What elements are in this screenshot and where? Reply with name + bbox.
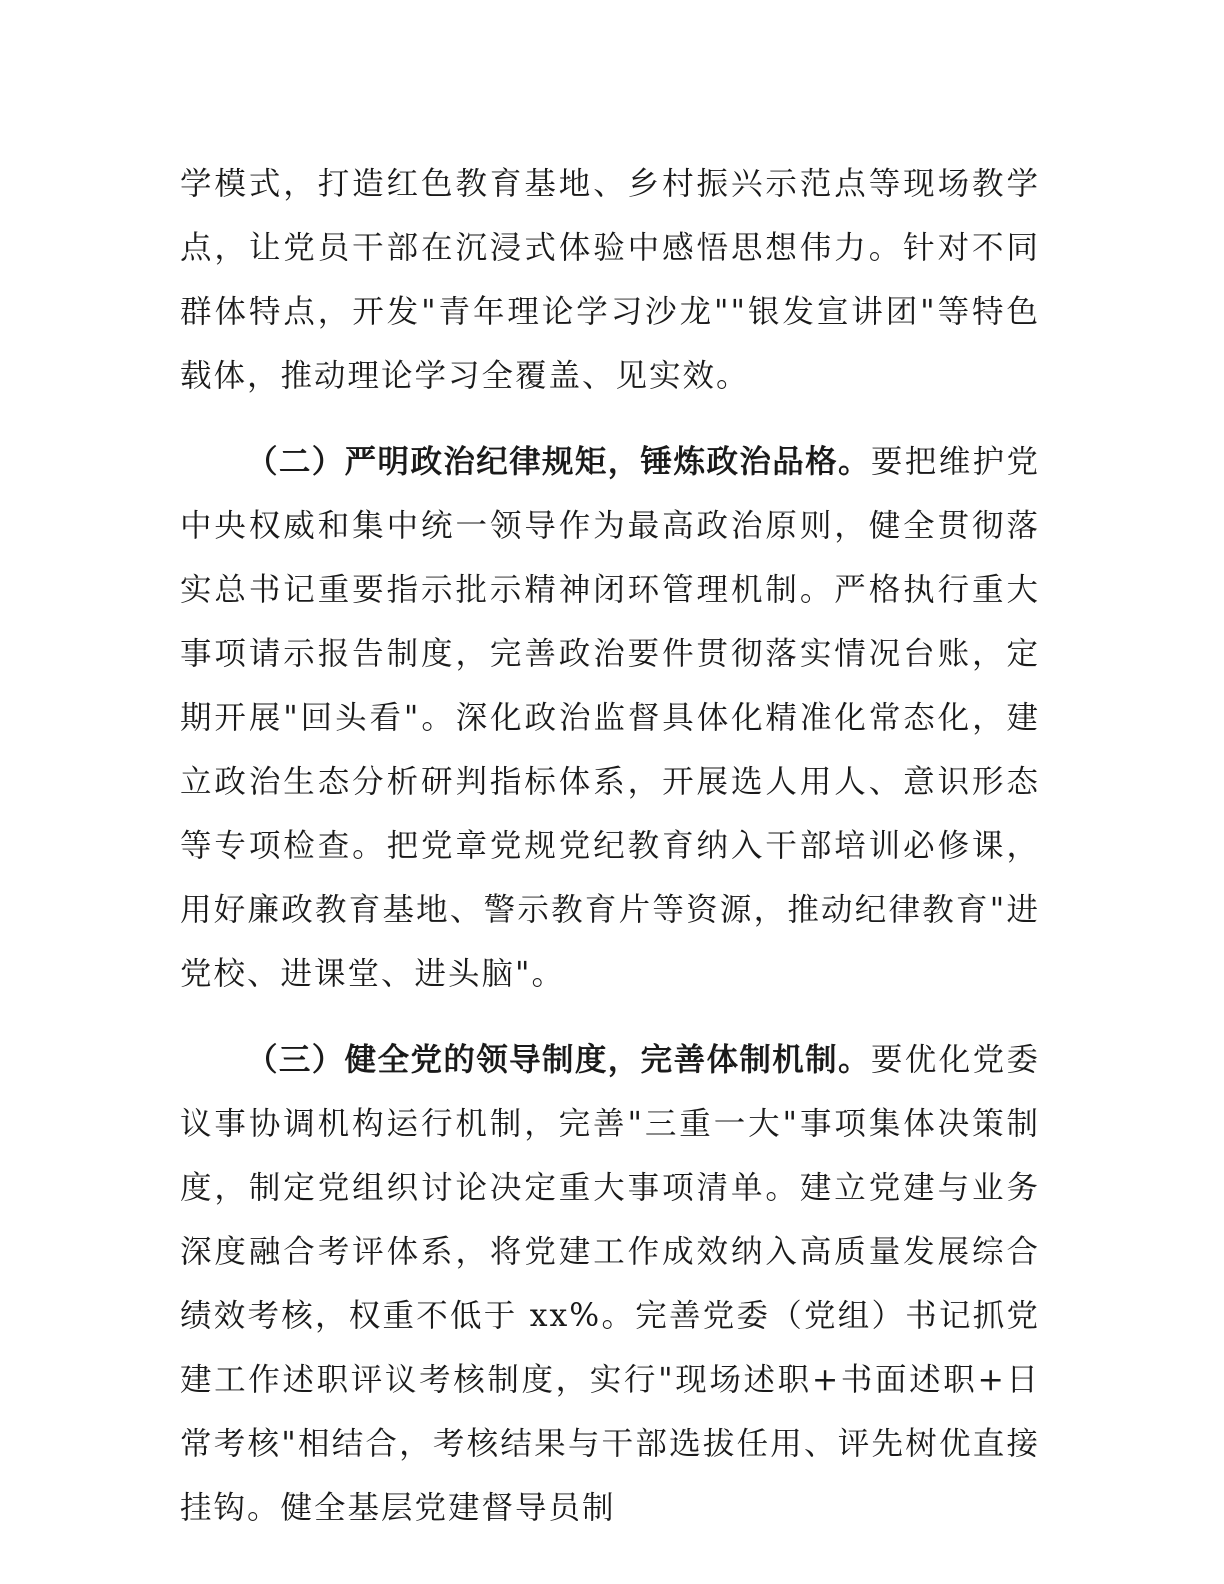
- section-heading: （三）健全党的领导制度，完善体制机制。: [246, 1042, 871, 1078]
- paragraph-body: 要优化党委议事协调机构运行机制，完善"三重一大"事项集体决策制度，制定党组织讨论决定重大事项清单。建立党建与业务深度融合考评体系，将党建工作成效纳入高质量发展综合绩效考核，权重不低于 xx%。完善党委（党组）书记抓党建工作述职评议考核制度，实行"现场述职+书面述职+日常考核"相结合，考核结果与干部选拔任用、评先树优直接挂钩。健全基层党建督导员制: [180, 1042, 1040, 1526]
- section-heading: （二）严明政治纪律规矩，锤炼政治品格。: [246, 444, 871, 480]
- paragraph-section-3: [180, 1028, 1040, 1540]
- paragraph-body: 学模式，打造红色教育基地、乡村振兴示范点等现场教学点，让党员干部在沉浸式体验中感悟思想伟力。针对不同群体特点，开发"青年理论学习沙龙""银发宣讲团"等特色载体，推动理论学习全覆盖、见实效。: [180, 166, 1040, 394]
- paragraph-section-2: [180, 430, 1040, 1006]
- paragraph-body: 要把维护党中央权威和集中统一领导作为最高政治原则，健全贯彻落实总书记重要指示批示精神闭环管理机制。严格执行重大事项请示报告制度，完善政治要件贯彻落实情况台账，定期开展"回头看"。深化政治监督具体化精准化常态化，建立政治生态分析研判指标体系，开展选人用人、意识形态等专项检查。把党章党规党纪教育纳入干部培训必修课，用好廉政教育基地、警示教育片等资源，推动纪律教育"进党校、进课堂、进头脑"。: [180, 444, 1040, 992]
- document-page: [180, 152, 1040, 1540]
- paragraph-continuation: [180, 152, 1040, 408]
